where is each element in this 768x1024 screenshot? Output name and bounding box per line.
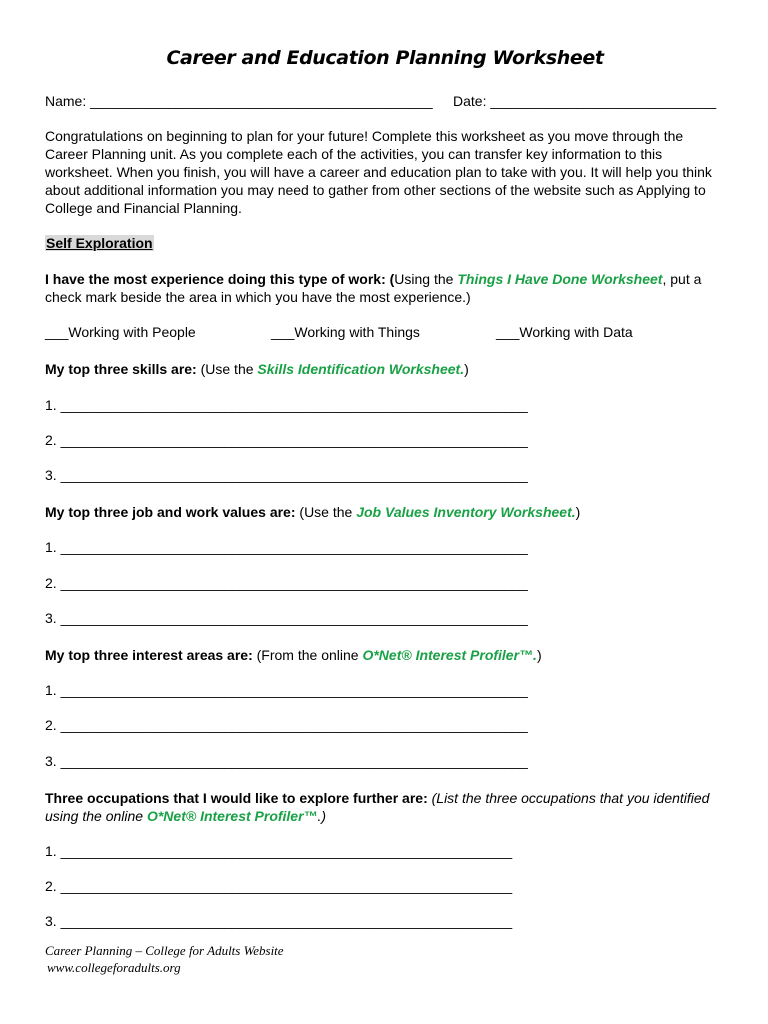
occupations-interest-profiler-link[interactable]: O*Net® Interest Profiler™	[146, 808, 318, 824]
footer	[45, 942, 284, 976]
values-question-bold: My top three job and work values are:	[45, 504, 296, 520]
interests-line-1: 1. ____________________________________________________________	[45, 682, 528, 698]
experience-question-bold: I have the most experience doing this type of work: (	[45, 271, 395, 287]
intro-paragraph: Congratulations on beginning to plan for your future! Complete this worksheet as you move through the Career Planning unit. As you complete each of the activities, you can transfer key information to this worksheet. When you finish, you will have a career and education plan to take with you. It will help you think about additional information you may need to gather from other sections of the website such as Applying to College and Financial Planning.	[45, 128, 712, 216]
option-working-with-things: ___Working with Things	[271, 324, 420, 340]
occupations-line-1: 1. __________________________________________________________	[45, 843, 513, 859]
skills-question-bold: My top three skills are:	[45, 361, 197, 377]
interests-line-2: 2. ____________________________________________________________	[45, 717, 528, 733]
skills-line-1: 1. ____________________________________________________________	[45, 397, 528, 413]
interests-question	[45, 646, 725, 664]
skills-question-pre: (Use the	[196, 361, 258, 377]
occupations-line-2: 2. __________________________________________________________	[45, 878, 513, 894]
skills-line-3: 3. ____________________________________________________________	[45, 467, 528, 483]
values-question-post: )	[575, 504, 581, 520]
occupations-question-post: .)	[317, 808, 327, 824]
worksheet-page	[45, 0, 725, 1024]
values-line-2: 2. ____________________________________________________________	[45, 575, 528, 591]
values-line-3: 3. ____________________________________________________________	[45, 610, 528, 626]
values-question	[45, 503, 725, 521]
interests-question-post: )	[536, 647, 542, 663]
experience-question	[45, 270, 725, 306]
interests-question-pre: (From the online	[252, 647, 363, 663]
interests-question-bold: My top three interest areas are:	[45, 647, 253, 663]
footer-url: www.collegeforadults.org	[47, 960, 181, 975]
experience-question-post: , put a check mark beside the area in which you have the most experience.)	[45, 271, 702, 305]
occupations-question-italic: (List the three occupations that you identified using the online	[45, 790, 710, 824]
footer-site-name: Career Planning – College for Adults Website	[45, 943, 284, 958]
occupations-question-bold: Three occupations that I would like to explore further are:	[45, 790, 428, 806]
interests-line-3: 3. ____________________________________________________________	[45, 753, 528, 769]
experience-question-pre: Using the	[394, 271, 458, 287]
skills-identification-link[interactable]: Skills Identification Worksheet.	[257, 361, 465, 377]
date-field	[453, 93, 716, 109]
name-label: Name:	[45, 93, 87, 109]
option-working-with-people: ___Working with People	[45, 324, 196, 340]
date-blank: _____________________________	[490, 93, 717, 109]
name-field	[45, 93, 433, 109]
skills-line-2: 2. ____________________________________________________________	[45, 432, 528, 448]
interest-profiler-link[interactable]: O*Net® Interest Profiler™.	[362, 647, 537, 663]
values-line-1: 1. ____________________________________________________________	[45, 539, 528, 555]
things-i-have-done-link[interactable]: Things I Have Done Worksheet	[457, 271, 663, 287]
page-title: Career and Education Planning Worksheet	[166, 47, 604, 69]
option-working-with-data: ___Working with Data	[496, 324, 633, 340]
name-blank: ____________________________________________	[90, 93, 433, 109]
skills-question-post: )	[464, 361, 469, 377]
occupations-line-3: 3. __________________________________________________________	[45, 913, 513, 929]
occupations-question	[45, 789, 725, 825]
section-heading-self-exploration: Self Exploration	[46, 235, 153, 251]
skills-question	[45, 360, 725, 378]
date-label: Date:	[453, 93, 487, 109]
job-values-inventory-link[interactable]: Job Values Inventory Worksheet.	[356, 504, 576, 520]
values-question-pre: (Use the	[295, 504, 357, 520]
